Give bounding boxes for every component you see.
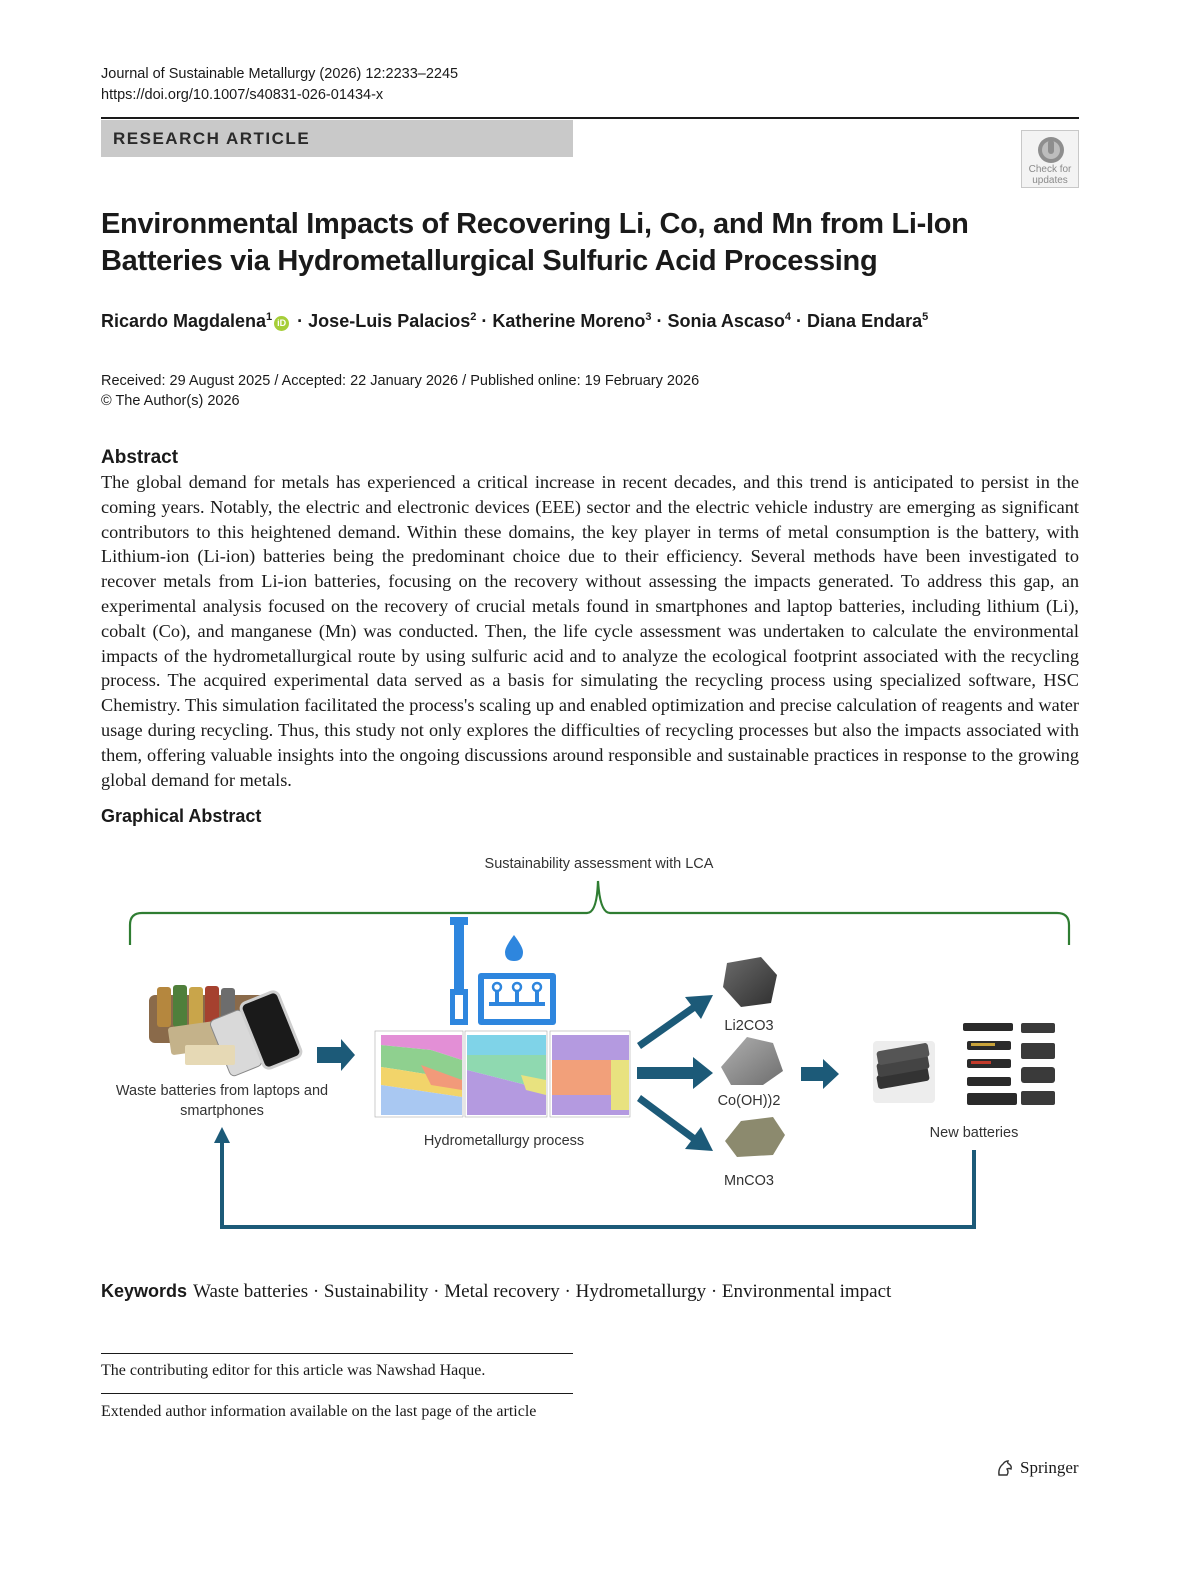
arrow-to-cooh2	[637, 1057, 713, 1089]
product-li2co3-label: Li2CO3	[724, 1018, 774, 1034]
arrow-to-mnco3	[637, 1095, 713, 1151]
keywords-label: Keywords	[101, 1281, 188, 1301]
waste-batteries-image	[149, 985, 303, 1077]
arrow-to-li2co3	[637, 995, 713, 1049]
author-affiliation: 2	[470, 311, 477, 323]
process-label: Hydrometallurgy process	[423, 1133, 585, 1149]
graphical-abstract-figure	[101, 845, 1079, 1245]
product-cooh2-label: Co(OH))2	[717, 1093, 781, 1109]
extended-info-footnote: Extended author information available on the last page of the article	[101, 1403, 537, 1420]
new-batteries-label: New batteries	[929, 1125, 1019, 1141]
waste-label-line2: smartphones	[180, 1103, 264, 1119]
check-updates-label: Check for updates	[1028, 164, 1072, 186]
recycling-loop-arrow	[222, 1141, 974, 1227]
footnote-rule	[101, 1353, 573, 1354]
publisher-name: Springer	[1020, 1458, 1079, 1477]
laptop-batteries-image	[963, 1023, 1055, 1105]
publication-dates	[101, 371, 699, 411]
lca-bracket	[130, 881, 1069, 945]
article-type-label: RESEARCH ARTICLE	[113, 129, 311, 148]
arrow-to-new-batteries	[801, 1059, 839, 1089]
lca-label: Sustainability assessment with LCA	[484, 856, 714, 872]
doi-link[interactable]: https://doi.org/10.1007/s40831-026-01434-x	[101, 87, 384, 103]
journal-header	[101, 64, 458, 106]
li2co3-sample-image	[723, 957, 777, 1007]
footnote-rule	[101, 1393, 573, 1394]
history-dates: Received: 29 August 2025 / Accepted: 22 January 2026 / Published online: 19 February 2026	[101, 373, 700, 389]
graphical-abstract-heading: Graphical Abstract	[101, 806, 262, 826]
publisher-logo	[995, 1458, 1079, 1478]
abstract-text: The global demand for metals has experienced a critical increase in recent decades, and this trend is anticipated to persist in the coming years. Notably, the electric and electronic devices (EEE) sector and the electric vehicle industry are emerging as significant contributors to this heightened demand. Within these domains, the key player in terms of metal consumption is the battery, with Lithium-ion (Li-ion) batteries being the predominant choice due to their efficiency. Several methods have been investigated to recover metals from Li-ion batteries, focusing on the recovery without assessing the impacts generated. To address this gap, an experimental analysis focused on the recovery of crucial metals found in smartphones and laptop batteries, including lithium (Li), cobalt (Co), and manganese (Mn) was conducted. Then, the life cycle assessment was undertaken to calculate the environmental impacts of the hydrometallurgical route by using sulfuric acid and to analyze the ecological footprint associated with the recycling process. The acquired experimental data served as a basis for simulating the recycling process using specialized software, HSC Chemistry. This simulation facilitated the process's scaling up and enabled optimization and precise calculation of reagents and water usage during recycling. Thus, this study not only explores the difficulties of recycling processes but also the impacts associated with them, offering valuable insights into the ongoing discussions around responsible and sustainable practices in response to the growing global demand for metals.	[101, 472, 1079, 790]
article-type-banner	[101, 120, 573, 157]
product-mnco3-label: MnCO3	[724, 1173, 774, 1189]
author-affiliation: 4	[784, 311, 792, 323]
water-drop-icon	[505, 935, 523, 961]
journal-citation: Journal of Sustainable Metallurgy (2026) 12:2233–2245	[101, 66, 459, 82]
orcid-icon[interactable]: iD	[274, 316, 289, 331]
author-affiliation: 3	[645, 311, 652, 323]
author-name[interactable]: Jose-Luis Palacios	[308, 311, 471, 331]
author-affiliation: 1	[266, 311, 273, 323]
waste-label-line1: Waste batteries from laptops and	[115, 1083, 329, 1099]
author-list: Ricardo Magdalena$^1$ iD · Jose-Luis Palacios$^2$ · Katherine Moreno$^3$ · Sonia Ascaso$^4$ · Diana Endara$^5$	[101, 311, 929, 331]
article-title: Environmental Impacts of Recovering Li, Co, and Mn from Li-Ion Batteries via Hydrometallurgical Sulfuric Acid Processing	[101, 208, 969, 277]
keywords-list: Waste batteries · Sustainability · Metal recovery · Hydrometallurgy · Environmental impact	[193, 1281, 892, 1302]
hydrometallurgy-plant-icon	[450, 917, 556, 1025]
author-name[interactable]: Ricardo Magdalena	[101, 311, 267, 331]
loop-arrow-head	[214, 1127, 230, 1143]
keywords-line	[101, 1281, 891, 1303]
author-name[interactable]: Katherine Moreno	[492, 311, 646, 331]
arrow-to-process	[317, 1039, 355, 1071]
springer-horse-icon	[995, 1458, 1015, 1478]
copyright-line: © The Author(s) 2026	[101, 393, 240, 409]
check-updates-icon	[1036, 135, 1066, 165]
author-affiliation: 5	[922, 311, 929, 323]
check-updates-button[interactable]	[1021, 130, 1079, 188]
author-name[interactable]: Diana Endara	[807, 311, 923, 331]
abstract-heading: Abstract	[101, 447, 179, 468]
cooh2-sample-image	[721, 1037, 783, 1085]
editor-footnote: The contributing editor for this article was Nawshad Haque.	[101, 1362, 486, 1379]
mnco3-sample-image	[725, 1117, 785, 1157]
author-name[interactable]: Sonia Ascaso	[667, 311, 785, 331]
phase-diagrams-image	[375, 1031, 630, 1117]
header-rule	[101, 117, 1079, 119]
battery-stack-image	[873, 1041, 935, 1103]
